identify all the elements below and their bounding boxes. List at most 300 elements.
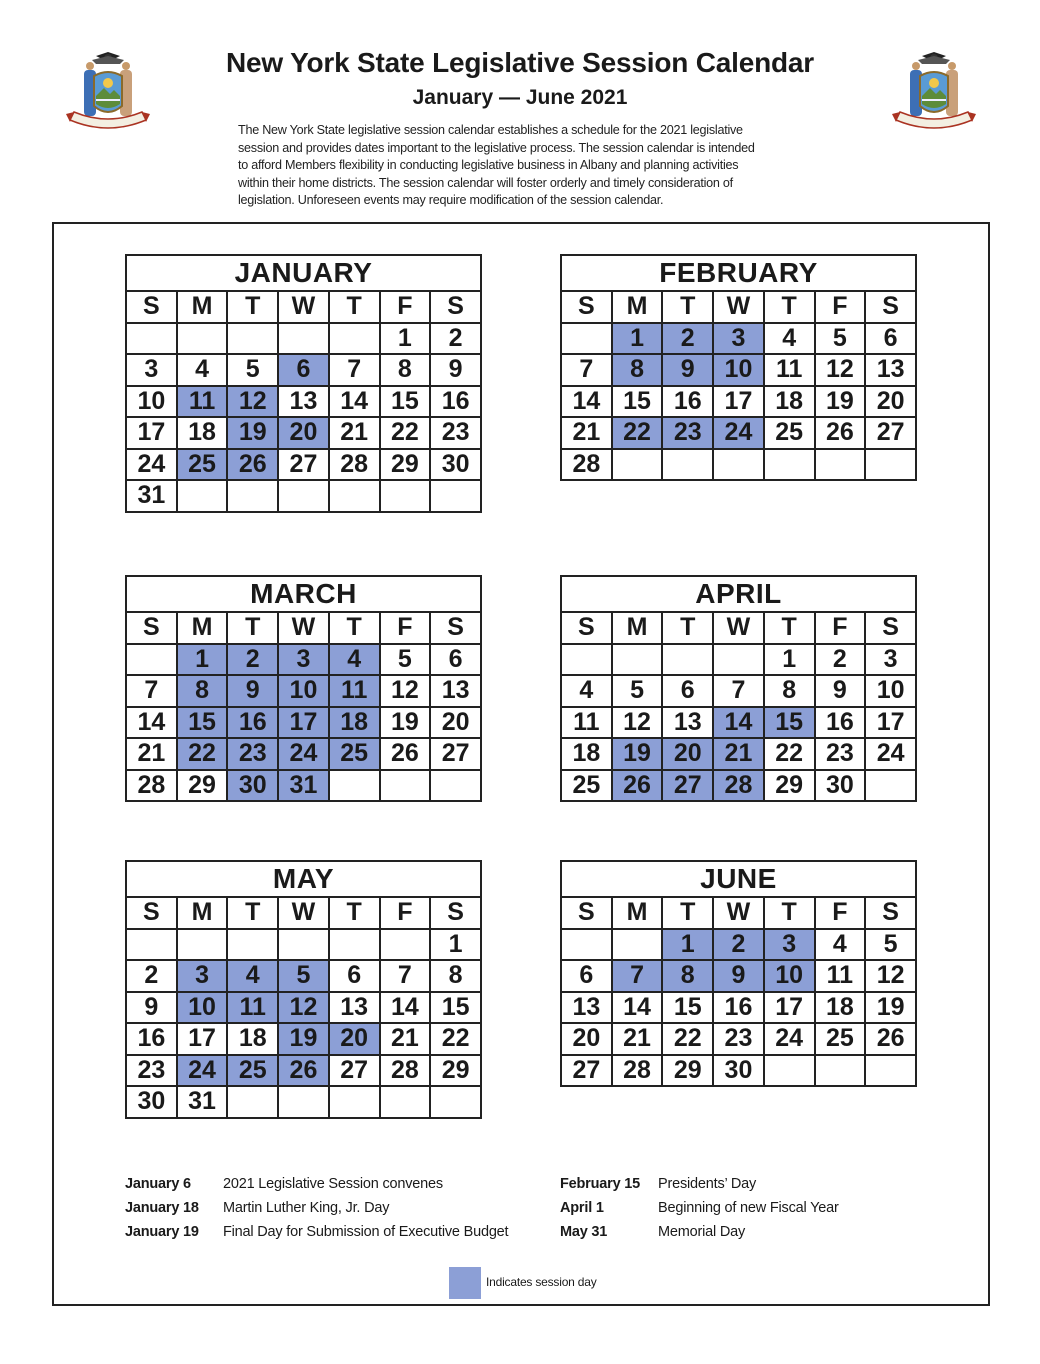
week-row — [126, 675, 481, 707]
day-cell: 28 — [561, 449, 612, 481]
day-cell: 13 — [662, 707, 713, 739]
week-row — [126, 738, 481, 770]
day-cell: 18 — [815, 992, 866, 1024]
weekday-label: F — [815, 291, 866, 323]
session-day-cell: 2 — [227, 644, 278, 676]
key-date: April 1 — [560, 1200, 604, 1216]
day-cell: 21 — [126, 738, 177, 770]
weekday-label: W — [713, 897, 764, 929]
empty-day-cell — [612, 929, 663, 961]
session-day-cell: 3 — [713, 323, 764, 355]
key-date-row — [560, 1196, 839, 1220]
session-day-cell: 27 — [662, 770, 713, 802]
weekday-label: S — [865, 612, 916, 644]
day-cell: 7 — [713, 675, 764, 707]
week-row — [126, 1023, 481, 1055]
weekday-label: S — [865, 291, 916, 323]
day-cell: 2 — [815, 644, 866, 676]
empty-day-cell — [764, 1055, 815, 1087]
day-cell: 13 — [430, 675, 481, 707]
day-cell: 12 — [612, 707, 663, 739]
day-cell: 27 — [329, 1055, 380, 1087]
month-title-february: FEBRUARY — [561, 255, 916, 291]
day-cell: 14 — [329, 386, 380, 418]
month-header-row — [561, 576, 916, 612]
week-row — [126, 644, 481, 676]
session-day-cell: 3 — [764, 929, 815, 961]
weekday-label: M — [177, 612, 228, 644]
day-cell: 28 — [126, 770, 177, 802]
day-cell: 17 — [126, 417, 177, 449]
empty-day-cell — [430, 480, 481, 512]
calendar-april — [560, 575, 917, 802]
empty-day-cell — [278, 323, 329, 355]
day-cell: 17 — [865, 707, 916, 739]
day-cell: 29 — [380, 449, 431, 481]
day-cell: 17 — [713, 386, 764, 418]
legend-label: Indicates session day — [486, 1275, 597, 1289]
empty-day-cell — [177, 480, 228, 512]
day-cell: 27 — [430, 738, 481, 770]
key-date-event: Final Day for Submission of Executive Budget — [223, 1224, 509, 1240]
day-cell: 28 — [612, 1055, 663, 1087]
month-header-row — [126, 861, 481, 897]
empty-day-cell — [662, 644, 713, 676]
month-title-may: MAY — [126, 861, 481, 897]
day-cell: 24 — [764, 1023, 815, 1055]
weekday-label: T — [227, 291, 278, 323]
session-day-cell: 9 — [713, 960, 764, 992]
session-day-cell: 18 — [329, 707, 380, 739]
day-cell: 14 — [380, 992, 431, 1024]
weekday-label: T — [764, 612, 815, 644]
day-cell: 6 — [662, 675, 713, 707]
calendar-may — [125, 860, 482, 1119]
day-cell: 5 — [380, 644, 431, 676]
empty-day-cell — [380, 929, 431, 961]
page-subtitle: January — June 2021 — [412, 86, 628, 109]
day-cell: 4 — [561, 675, 612, 707]
day-cell: 29 — [177, 770, 228, 802]
weekday-label: T — [662, 291, 713, 323]
day-cell: 23 — [126, 1055, 177, 1087]
week-row — [561, 770, 916, 802]
key-date-event: Memorial Day — [658, 1224, 746, 1240]
week-row — [126, 992, 481, 1024]
weekday-label: T — [227, 897, 278, 929]
key-dates-left — [125, 1172, 508, 1244]
session-day-cell: 15 — [764, 707, 815, 739]
session-day-cell: 26 — [278, 1055, 329, 1087]
empty-day-cell — [865, 1055, 916, 1087]
weekday-row — [561, 897, 916, 929]
session-day-cell: 9 — [662, 354, 713, 386]
empty-day-cell — [612, 449, 663, 481]
week-row — [126, 386, 481, 418]
empty-day-cell — [278, 480, 329, 512]
calendar-june — [560, 860, 917, 1087]
day-cell: 23 — [430, 417, 481, 449]
day-cell: 5 — [612, 675, 663, 707]
day-cell: 15 — [662, 992, 713, 1024]
week-row — [561, 929, 916, 961]
weekday-label: S — [430, 612, 481, 644]
session-day-cell: 30 — [227, 770, 278, 802]
empty-day-cell — [430, 1086, 481, 1118]
day-cell: 22 — [380, 417, 431, 449]
weekday-row — [126, 291, 481, 323]
day-cell: 13 — [865, 354, 916, 386]
week-row — [126, 929, 481, 961]
key-date-row — [560, 1220, 839, 1244]
day-cell: 23 — [815, 738, 866, 770]
day-cell: 5 — [227, 354, 278, 386]
empty-day-cell — [278, 929, 329, 961]
empty-day-cell — [815, 1055, 866, 1087]
session-day-cell: 12 — [227, 386, 278, 418]
week-row — [126, 417, 481, 449]
week-row — [126, 449, 481, 481]
day-cell: 19 — [865, 992, 916, 1024]
day-cell: 30 — [815, 770, 866, 802]
weekday-label: T — [329, 897, 380, 929]
session-day-cell: 3 — [177, 960, 228, 992]
empty-day-cell — [380, 770, 431, 802]
session-day-cell: 23 — [662, 417, 713, 449]
empty-day-cell — [561, 644, 612, 676]
key-date-event: 2021 Legislative Session convenes — [223, 1176, 443, 1192]
session-day-cell: 8 — [662, 960, 713, 992]
session-day-cell: 23 — [227, 738, 278, 770]
day-cell: 12 — [380, 675, 431, 707]
session-day-cell: 24 — [278, 738, 329, 770]
day-cell: 31 — [177, 1086, 228, 1118]
key-dates-right — [560, 1172, 839, 1244]
day-cell: 8 — [764, 675, 815, 707]
day-cell: 15 — [612, 386, 663, 418]
session-day-cell: 2 — [662, 323, 713, 355]
empty-day-cell — [329, 1086, 380, 1118]
day-cell: 20 — [561, 1023, 612, 1055]
day-cell: 20 — [430, 707, 481, 739]
intro-line: The New York State legislative session calendar establishes a schedule for the 2021 legislative — [238, 123, 743, 137]
weekday-label: S — [126, 612, 177, 644]
key-date-row — [125, 1196, 508, 1220]
day-cell: 3 — [126, 354, 177, 386]
week-row — [561, 960, 916, 992]
day-cell: 2 — [126, 960, 177, 992]
day-cell: 29 — [430, 1055, 481, 1087]
day-cell: 19 — [815, 386, 866, 418]
session-day-cell: 24 — [177, 1055, 228, 1087]
weekday-label: T — [662, 897, 713, 929]
day-cell: 7 — [329, 354, 380, 386]
week-row — [126, 1055, 481, 1087]
day-cell: 26 — [865, 1023, 916, 1055]
day-cell: 6 — [865, 323, 916, 355]
empty-day-cell — [380, 1086, 431, 1118]
week-row — [561, 417, 916, 449]
week-row — [561, 386, 916, 418]
day-cell: 10 — [126, 386, 177, 418]
day-cell: 14 — [561, 386, 612, 418]
empty-day-cell — [177, 323, 228, 355]
day-cell: 11 — [764, 354, 815, 386]
empty-day-cell — [380, 480, 431, 512]
day-cell: 20 — [865, 386, 916, 418]
week-row — [126, 354, 481, 386]
week-row — [561, 449, 916, 481]
session-day-cell: 11 — [329, 675, 380, 707]
day-cell: 16 — [662, 386, 713, 418]
weekday-label: M — [612, 612, 663, 644]
day-cell: 25 — [561, 770, 612, 802]
day-cell: 4 — [177, 354, 228, 386]
weekday-row — [561, 291, 916, 323]
day-cell: 3 — [865, 644, 916, 676]
day-cell: 13 — [329, 992, 380, 1024]
weekday-label: T — [329, 612, 380, 644]
week-row — [561, 738, 916, 770]
key-date-row — [560, 1172, 839, 1196]
day-cell: 7 — [561, 354, 612, 386]
weekday-label: F — [380, 291, 431, 323]
page-title: New York State Legislative Session Calendar — [226, 47, 814, 78]
day-cell: 24 — [126, 449, 177, 481]
week-row — [126, 1086, 481, 1118]
empty-day-cell — [278, 1086, 329, 1118]
session-day-cell: 3 — [278, 644, 329, 676]
weekday-label: T — [764, 291, 815, 323]
month-title-june: JUNE — [561, 861, 916, 897]
weekday-label: T — [764, 897, 815, 929]
day-cell: 21 — [561, 417, 612, 449]
weekday-label: M — [612, 897, 663, 929]
weekday-label: W — [278, 291, 329, 323]
weekday-label: T — [329, 291, 380, 323]
day-cell: 13 — [561, 992, 612, 1024]
week-row — [126, 707, 481, 739]
weekday-label: W — [278, 612, 329, 644]
day-cell: 16 — [430, 386, 481, 418]
week-row — [126, 770, 481, 802]
weekday-label: S — [430, 291, 481, 323]
weekday-label: S — [561, 897, 612, 929]
day-cell: 30 — [430, 449, 481, 481]
key-date: January 18 — [125, 1200, 199, 1216]
day-cell: 27 — [278, 449, 329, 481]
week-row — [561, 644, 916, 676]
weekday-label: S — [126, 291, 177, 323]
day-cell: 17 — [177, 1023, 228, 1055]
day-cell: 27 — [561, 1055, 612, 1087]
month-title-april: APRIL — [561, 576, 916, 612]
session-day-cell: 22 — [177, 738, 228, 770]
session-day-cell: 15 — [177, 707, 228, 739]
day-cell: 30 — [713, 1055, 764, 1087]
key-date: May 31 — [560, 1224, 608, 1240]
weekday-label: M — [177, 897, 228, 929]
empty-day-cell — [227, 480, 278, 512]
intro-line: to afford Members flexibility in conducting legislative business in Albany and planning activities — [238, 158, 739, 173]
day-cell: 28 — [380, 1055, 431, 1087]
session-day-cell: 26 — [612, 770, 663, 802]
weekday-label: S — [561, 291, 612, 323]
week-row — [126, 480, 481, 512]
day-cell: 21 — [329, 417, 380, 449]
empty-day-cell — [126, 323, 177, 355]
session-day-cell: 7 — [612, 960, 663, 992]
session-day-cell: 19 — [612, 738, 663, 770]
session-day-cell: 4 — [329, 644, 380, 676]
day-cell: 16 — [815, 707, 866, 739]
session-day-cell: 1 — [662, 929, 713, 961]
day-cell: 7 — [126, 675, 177, 707]
week-row — [561, 323, 916, 355]
empty-day-cell — [713, 449, 764, 481]
day-cell: 12 — [815, 354, 866, 386]
key-date: February 15 — [560, 1176, 641, 1192]
day-cell: 26 — [815, 417, 866, 449]
session-day-cell: 1 — [177, 644, 228, 676]
empty-day-cell — [662, 449, 713, 481]
weekday-label: W — [278, 897, 329, 929]
day-cell: 11 — [561, 707, 612, 739]
empty-day-cell — [430, 770, 481, 802]
day-cell: 11 — [815, 960, 866, 992]
month-header-row — [126, 255, 481, 291]
session-day-cell: 8 — [612, 354, 663, 386]
session-day-cell: 5 — [278, 960, 329, 992]
day-cell: 6 — [430, 644, 481, 676]
weekday-label: S — [865, 897, 916, 929]
weekday-label: S — [126, 897, 177, 929]
weekday-label: M — [612, 291, 663, 323]
session-day-cell: 8 — [177, 675, 228, 707]
session-day-cell: 19 — [278, 1023, 329, 1055]
session-day-swatch — [449, 1267, 481, 1299]
weekday-row — [126, 897, 481, 929]
empty-day-cell — [561, 929, 612, 961]
day-cell: 1 — [430, 929, 481, 961]
weekday-label: T — [662, 612, 713, 644]
week-row — [561, 675, 916, 707]
day-cell: 7 — [380, 960, 431, 992]
empty-day-cell — [329, 480, 380, 512]
key-date: January 19 — [125, 1224, 199, 1240]
session-day-cell: 9 — [227, 675, 278, 707]
session-day-cell: 20 — [329, 1023, 380, 1055]
day-cell: 26 — [380, 738, 431, 770]
day-cell: 19 — [380, 707, 431, 739]
day-cell: 22 — [764, 738, 815, 770]
day-cell: 16 — [126, 1023, 177, 1055]
session-day-cell: 10 — [177, 992, 228, 1024]
session-day-cell: 19 — [227, 417, 278, 449]
day-cell: 6 — [329, 960, 380, 992]
session-day-cell: 6 — [278, 354, 329, 386]
key-date-event: Presidents’ Day — [658, 1176, 757, 1192]
week-row — [561, 707, 916, 739]
empty-day-cell — [612, 644, 663, 676]
day-cell: 21 — [612, 1023, 663, 1055]
weekday-label: S — [561, 612, 612, 644]
day-cell: 27 — [865, 417, 916, 449]
weekday-label: S — [430, 897, 481, 929]
empty-day-cell — [227, 929, 278, 961]
intro-line: legislation. Unforeseen events may require modification of the session calendar. — [238, 193, 664, 208]
empty-day-cell — [126, 929, 177, 961]
key-date-row — [125, 1172, 508, 1196]
session-day-cell: 11 — [227, 992, 278, 1024]
key-date-event: Martin Luther King, Jr. Day — [223, 1200, 390, 1216]
weekday-row — [561, 612, 916, 644]
month-header-row — [126, 576, 481, 612]
session-day-cell: 14 — [713, 707, 764, 739]
session-day-cell: 20 — [662, 738, 713, 770]
day-cell: 8 — [430, 960, 481, 992]
empty-day-cell — [227, 323, 278, 355]
day-cell: 21 — [380, 1023, 431, 1055]
week-row — [561, 1055, 916, 1087]
intro-paragraph — [238, 122, 806, 210]
key-date-event: Beginning of new Fiscal Year — [658, 1200, 839, 1216]
session-day-cell: 25 — [177, 449, 228, 481]
weekday-label: M — [177, 291, 228, 323]
day-cell: 18 — [177, 417, 228, 449]
week-row — [561, 992, 916, 1024]
session-day-cell: 26 — [227, 449, 278, 481]
weekday-label: W — [713, 291, 764, 323]
day-cell: 1 — [380, 323, 431, 355]
session-day-cell: 1 — [612, 323, 663, 355]
session-day-cell: 20 — [278, 417, 329, 449]
weekday-label: F — [815, 612, 866, 644]
week-row — [126, 960, 481, 992]
empty-day-cell — [329, 929, 380, 961]
day-cell: 23 — [713, 1023, 764, 1055]
session-day-cell: 10 — [278, 675, 329, 707]
day-cell: 25 — [764, 417, 815, 449]
weekday-label: W — [713, 612, 764, 644]
weekday-label: F — [815, 897, 866, 929]
session-day-cell: 25 — [329, 738, 380, 770]
empty-day-cell — [764, 449, 815, 481]
session-day-cell: 21 — [713, 738, 764, 770]
day-cell: 8 — [380, 354, 431, 386]
session-day-cell: 2 — [713, 929, 764, 961]
weekday-label: F — [380, 897, 431, 929]
day-cell: 4 — [815, 929, 866, 961]
week-row — [126, 323, 481, 355]
calendar-march — [125, 575, 482, 802]
empty-day-cell — [561, 323, 612, 355]
day-cell: 28 — [329, 449, 380, 481]
weekday-label: T — [227, 612, 278, 644]
weekday-row — [126, 612, 481, 644]
empty-day-cell — [126, 644, 177, 676]
session-day-cell: 4 — [227, 960, 278, 992]
day-cell: 29 — [662, 1055, 713, 1087]
week-row — [561, 1023, 916, 1055]
day-cell: 6 — [561, 960, 612, 992]
day-cell: 9 — [430, 354, 481, 386]
session-day-cell: 28 — [713, 770, 764, 802]
month-title-march: MARCH — [126, 576, 481, 612]
day-cell: 15 — [430, 992, 481, 1024]
key-date-row — [125, 1220, 508, 1244]
empty-day-cell — [815, 449, 866, 481]
